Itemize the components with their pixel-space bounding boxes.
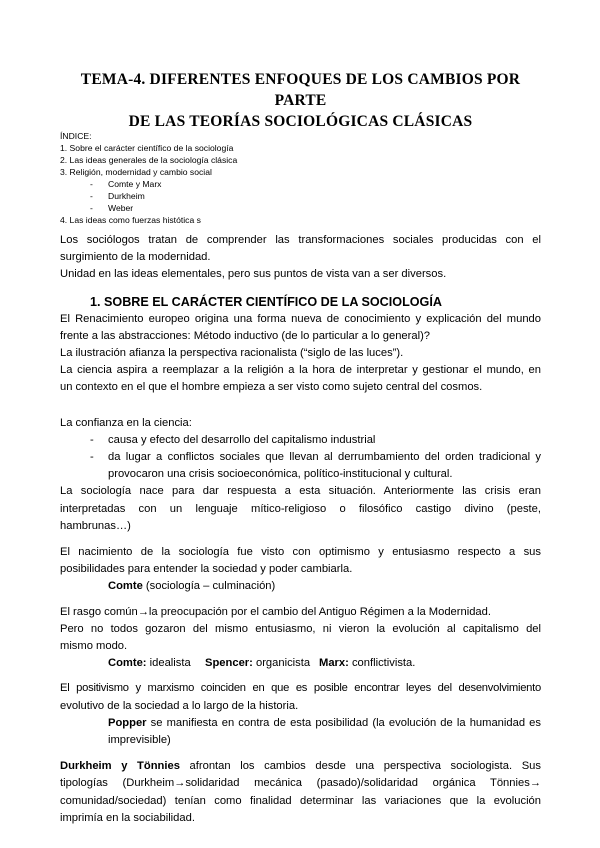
index-item-3: 3. Religión, modernidad y cambio social <box>60 167 212 177</box>
author-name: Spencer: <box>205 657 253 670</box>
text-line: tipologías (Durkheim→solidaridad mecánica (pasado)/solidaridad orgánica Tönnies→ <box>60 777 541 790</box>
text: se manifiesta en contra de esta posibilidad (la evolución de la humanidad es <box>146 716 541 729</box>
section-heading: 1. SOBRE EL CARÁCTER CIENTÍFICO DE LA SOCIOLOGÍA <box>90 294 442 309</box>
comte-note <box>60 578 541 595</box>
text-line: El Renacimiento europeo origina una forma nueva de conocimiento y explicación del mundo <box>60 312 541 325</box>
text-line: interpretadas con un lenguaje mítico-religioso o filosófico castigo divino (peste, <box>60 502 541 515</box>
text-line: un contexto en el que el hombre empieza a ser visto como sujeto central del cosmos. <box>60 381 483 394</box>
author-name: Comte: <box>108 657 147 670</box>
rasgo-paragraph <box>60 604 541 673</box>
text-line: Los sociólogos tratan de comprender las transformaciones sociales producidas con el <box>60 234 541 246</box>
index-subitem-label: Durkheim <box>108 191 145 201</box>
popper-note <box>60 715 541 732</box>
text-line: comunidad/sociedad) tenían como finalidad determinar las variaciones que la evolución <box>60 794 541 807</box>
text: conflictivista. <box>348 657 416 670</box>
text-line: La sociología nace para dar respuesta a esta situación. Anteriormente las crisis eran <box>60 485 541 498</box>
index-subitem-label: Weber <box>108 203 134 213</box>
view-marx <box>319 657 415 669</box>
index-item-2: 2. Las ideas generales de la sociología clásica <box>60 155 238 165</box>
text-line: La ciencia aspira a reemplazar a la religión a la hora de interpretar y gestionar el mundo, en <box>60 364 541 377</box>
text-line: frente a las abstracciones: Método inductivo (de lo particular a lo general)? <box>60 329 431 342</box>
text-line <box>60 758 541 775</box>
author-name: Durkheim y Tönnies <box>60 760 180 773</box>
index-subitem <box>60 202 541 214</box>
text: organicista <box>252 657 311 670</box>
text-line: mismo modo. <box>60 640 128 653</box>
dash: - <box>90 203 93 213</box>
durkheim-paragraph <box>60 758 541 827</box>
positivismo-paragraph <box>60 680 541 749</box>
text-line: posibilidades para entender la sociedad y poder cambiarla. <box>60 563 353 576</box>
text-line: La confianza en la ciencia: <box>60 416 192 429</box>
index-item-1: 1. Sobre el carácter científico de la sociología <box>60 143 234 153</box>
text-line: provocaron una crisis socioeconómica, político-institucional y cultural. <box>108 468 453 481</box>
title-line-2: DE LAS TEORÍAS SOCIOLÓGICAS CLÁSICAS <box>128 113 473 130</box>
confianza-paragraph <box>60 415 541 535</box>
index-item-4: 4. Las ideas como fuerzas histótica s <box>60 215 201 225</box>
view-spencer <box>205 655 319 672</box>
view-comte <box>108 655 205 672</box>
text-line: La ilustración afianza la perspectiva racionalista (“siglo de las luces”). <box>60 347 404 360</box>
views-line <box>60 655 541 672</box>
document-page <box>60 69 541 827</box>
dash: - <box>90 179 93 189</box>
index-subitem <box>60 178 541 190</box>
nacimiento-paragraph <box>60 544 541 596</box>
text: afrontan los cambios desde una perspectiva sociologista. Sus <box>179 760 542 773</box>
document-title <box>60 69 541 132</box>
intro-paragraph <box>60 232 541 284</box>
index-subitem-label: Comte y Marx <box>108 179 162 189</box>
bullet-item <box>60 449 541 483</box>
text-line: imprevisible) <box>108 734 171 747</box>
text-line: El rasgo común→la preocupación por el cambio del Antiguo Régimen a la Modernidad. <box>60 605 491 618</box>
dash: - <box>90 191 93 201</box>
table-of-contents <box>60 130 541 226</box>
text-line: hambrunas…) <box>60 519 131 532</box>
text-line: causa y efecto del desarrollo del capitalismo industrial <box>108 433 376 446</box>
text: (sociología – culminación) <box>142 580 276 593</box>
text-line: evolutivo de la sociedad a lo largo de la historia. <box>60 699 299 712</box>
text-line: imprimía en la sociabilidad. <box>60 811 195 824</box>
text-line: Pero no todos gozaron del mismo entusiasmo, ni vieron la evolución al capitalismo del <box>60 622 541 635</box>
index-subitem <box>60 190 541 202</box>
text: idealista <box>146 657 191 670</box>
text-line: El nacimiento de la sociología fue visto con optimismo y entusiasmo respecto a sus <box>60 546 541 559</box>
dash: - <box>90 451 94 464</box>
text-line: surgimiento de la modernidad. <box>60 251 211 264</box>
title-line-1: TEMA-4. DIFERENTES ENFOQUES DE LOS CAMBIOS POR PARTE <box>80 71 521 109</box>
author-name: Comte <box>108 580 143 593</box>
index-label: ÍNDICE: <box>60 131 92 141</box>
text-line: El positivismo y marxismo coinciden en que es posible encontrar leyes del desenvolvimiento <box>60 682 541 695</box>
author-name: Popper <box>108 716 147 729</box>
bullet-item <box>60 432 541 449</box>
renacimiento-paragraph <box>60 311 541 397</box>
author-name: Marx: <box>319 657 349 670</box>
text-line: da lugar a conflictos sociales que llevan al derrumbamiento del orden tradicional y <box>108 451 541 464</box>
dash: - <box>90 433 94 446</box>
text-line: Unidad en las ideas elementales, pero sus puntos de vista van a ser diversos. <box>60 268 447 281</box>
